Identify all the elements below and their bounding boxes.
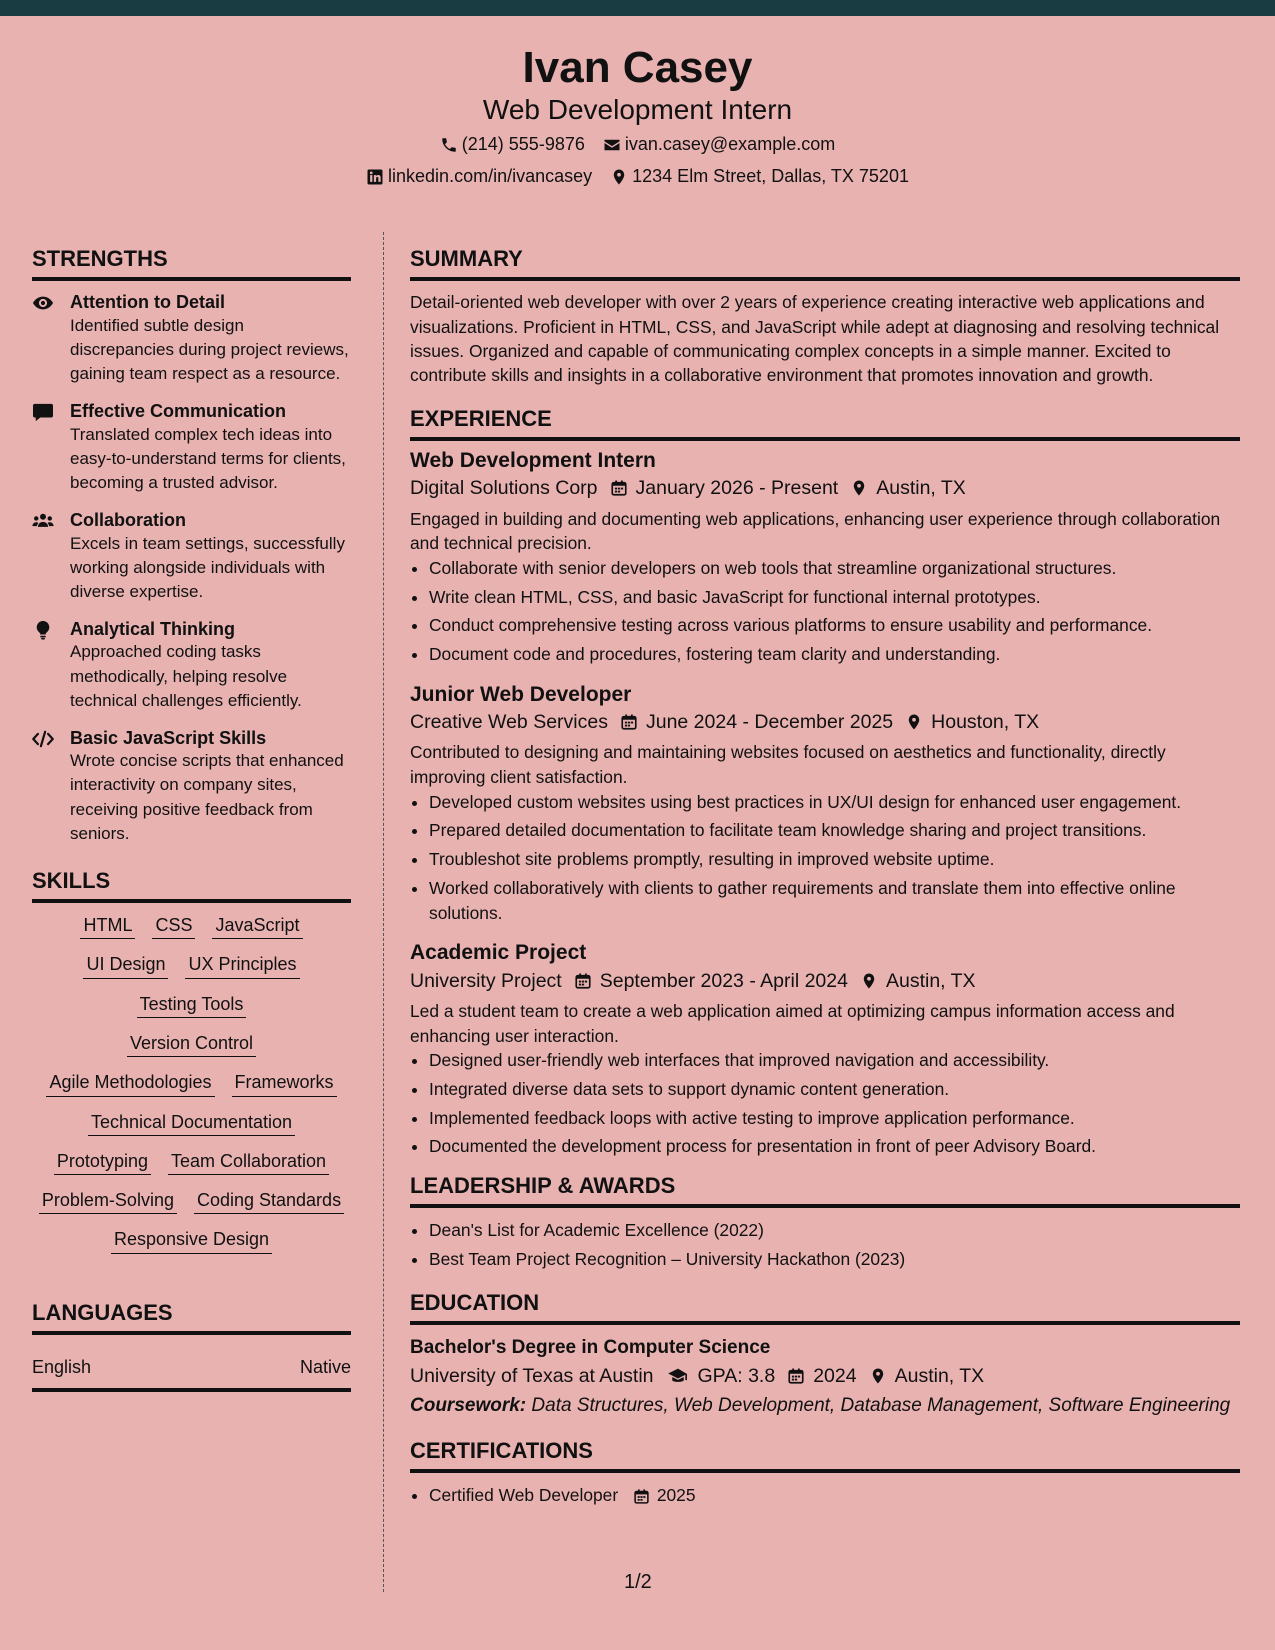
calendar-icon xyxy=(610,479,628,497)
email-text: ivan.casey@example.com xyxy=(624,134,836,154)
email-contact[interactable] xyxy=(603,134,835,156)
strength-title: Attention to Detail xyxy=(70,292,225,313)
skills-list xyxy=(32,913,351,1254)
column-divider xyxy=(383,232,384,1592)
certifications-list xyxy=(410,1483,1240,1508)
year-text: 2024 xyxy=(813,1364,857,1387)
linkedin-icon xyxy=(366,168,384,186)
candidate-title: Web Development Intern xyxy=(482,94,793,125)
dates-text: June 2024 - December 2025 xyxy=(645,711,894,734)
job-bullet: • Designed user-friendly web interfaces that improved navigation and accessibility. xyxy=(429,1048,1240,1073)
linkedin-contact[interactable] xyxy=(366,166,592,188)
job-entry xyxy=(410,939,1240,1159)
strengths-heading: STRENGTHS xyxy=(32,246,351,281)
strength-desc: Approached coding tasks methodically, helping resolve technical challenges efficiently. xyxy=(70,642,302,710)
eye-icon xyxy=(32,291,56,386)
summary-heading: SUMMARY xyxy=(410,246,1240,281)
address-text: 1234 Elm Street, Dallas, TX 75201 xyxy=(632,166,909,186)
envelope-icon xyxy=(603,136,621,154)
awards-list xyxy=(410,1218,1240,1271)
calendar-icon xyxy=(633,1488,650,1505)
calendar-icon xyxy=(787,1367,805,1385)
company-name: Creative Web Services xyxy=(410,711,608,734)
award-item: • Dean's List for Academic Excellence (2022) xyxy=(429,1218,1240,1243)
job-title: Web Development Intern xyxy=(410,449,656,473)
experience-heading: EXPERIENCE xyxy=(410,406,1240,441)
skill-tag: Agile Methodologies xyxy=(46,1070,214,1096)
skill-tag: Testing Tools xyxy=(137,992,247,1018)
awards-heading: LEADERSHIP & AWARDS xyxy=(410,1173,1240,1208)
strength-desc: Translated complex tech ideas into easy-to-understand terms for clients, becoming a trusted advisor. xyxy=(70,424,346,492)
gpa xyxy=(666,1362,776,1390)
skill-tag: Prototyping xyxy=(54,1149,151,1175)
calendar-icon xyxy=(620,713,638,731)
top-accent-bar xyxy=(0,0,1275,16)
job-dates xyxy=(610,474,839,502)
address-contact xyxy=(610,166,909,188)
graduation-cap-icon xyxy=(666,1367,690,1385)
job-meta xyxy=(410,967,1240,995)
award-item: • Best Team Project Recognition – University Hackathon (2023) xyxy=(429,1247,1240,1272)
location-text: Austin, TX xyxy=(885,969,976,992)
job-desc: Engaged in building and documenting web applications, enhancing user experience through collaboration and technical precision. xyxy=(410,508,1221,554)
skill-tag: Frameworks xyxy=(232,1070,337,1096)
job-bullet: • Integrated diverse data sets to support dynamic content generation. xyxy=(429,1077,1240,1102)
strength-desc: Identified subtle design discrepancies during project reviews, gaining team respect as a resource. xyxy=(70,315,349,384)
strength-item xyxy=(32,618,351,713)
resume-header xyxy=(0,16,1275,204)
comment-icon xyxy=(32,400,56,495)
skills-heading: SKILLS xyxy=(32,868,351,903)
job-bullet: • Collaborate with senior developers on web tools that streamline organizational structures. xyxy=(429,556,1240,581)
page-number: 1/2 xyxy=(624,1571,652,1593)
contact-row-1 xyxy=(0,134,1275,156)
gpa-text: GPA: 3.8 xyxy=(697,1364,776,1387)
location-text: Austin, TX xyxy=(876,477,966,500)
job-bullet: • Conduct comprehensive testing across various platforms to ensure usability and performance. xyxy=(429,613,1240,638)
strength-title: Basic JavaScript Skills xyxy=(70,727,267,748)
strength-item xyxy=(32,727,351,846)
graduation-year xyxy=(787,1362,856,1390)
strength-desc: Excels in team settings, successfully working alongside individuals with diverse expertise. xyxy=(70,533,345,601)
coursework-label: Coursework: xyxy=(410,1394,527,1416)
location-text: Austin, TX xyxy=(894,1364,985,1387)
strength-item xyxy=(32,509,351,604)
job-entry xyxy=(410,681,1240,925)
skill-tag: HTML xyxy=(80,913,135,939)
calendar-icon xyxy=(574,972,592,990)
language-level: Native xyxy=(299,1357,351,1378)
skill-tag: Technical Documentation xyxy=(88,1110,295,1136)
skill-tag: CSS xyxy=(152,913,195,939)
job-bullet: • Prepared detailed documentation to facilitate team knowledge sharing and project transitions. xyxy=(429,818,1240,843)
location-text: Houston, TX xyxy=(931,711,1040,734)
code-icon xyxy=(32,727,56,846)
lightbulb-icon xyxy=(32,618,56,713)
job-bullet: • Document code and procedures, fostering team clarity and understanding. xyxy=(429,642,1240,667)
right-column xyxy=(410,246,1240,1512)
school-name: University of Texas at Austin xyxy=(410,1364,654,1387)
skill-tag: Problem-Solving xyxy=(39,1188,177,1214)
phone-text: (214) 555-9876 xyxy=(461,134,585,154)
certification-item xyxy=(429,1483,1240,1508)
skill-tag: UX Principles xyxy=(185,952,299,978)
certifications-heading: CERTIFICATIONS xyxy=(410,1438,1240,1473)
dates-text: January 2026 - Present xyxy=(635,477,839,500)
job-bullet: • Write clean HTML, CSS, and basic JavaScript for functional internal prototypes. xyxy=(429,585,1240,610)
company-name: University Project xyxy=(410,969,562,992)
job-dates xyxy=(574,967,848,995)
job-title: Junior Web Developer xyxy=(410,682,632,706)
strength-item xyxy=(32,291,351,386)
map-pin-icon xyxy=(869,1367,887,1385)
language-row xyxy=(32,1345,351,1392)
certification-name: Certified Web Developer xyxy=(429,1484,619,1505)
phone-icon xyxy=(440,136,458,154)
skill-tag: Version Control xyxy=(127,1031,256,1057)
skill-tag: JavaScript xyxy=(212,913,302,939)
summary-text: Detail-oriented web developer with over 2 years of experience creating interactive web applications and visualizations. Proficient in HTML, CSS, and JavaScript while adept at diagnosing and resolving technical issues. Organized and capable of communicating complex concepts in a simple manner. Excited to contribute skills and insights in a collaborative environment that promotes innovation and growth. xyxy=(410,292,1220,386)
job-bullet: • Documented the development process for presentation in front of peer Advisory Board. xyxy=(429,1134,1240,1159)
skill-tag: Team Collaboration xyxy=(168,1149,329,1175)
candidate-name: Ivan Casey xyxy=(522,43,753,92)
job-bullet: • Developed custom websites using best practices in UX/UI design for enhanced user engagement. xyxy=(429,790,1240,815)
coursework xyxy=(410,1394,1240,1418)
degree-title: Bachelor's Degree in Computer Science xyxy=(410,1337,771,1359)
job-bullets xyxy=(410,1048,1240,1159)
strength-title: Collaboration xyxy=(70,510,186,531)
job-meta xyxy=(410,708,1240,736)
strength-title: Analytical Thinking xyxy=(70,618,236,639)
users-icon xyxy=(32,509,56,604)
skill-tag: UI Design xyxy=(83,952,168,978)
job-location xyxy=(850,474,966,502)
skill-tag: Responsive Design xyxy=(111,1227,272,1253)
strength-item xyxy=(32,400,351,495)
skill-tag: Coding Standards xyxy=(194,1188,344,1214)
certification-year: 2025 xyxy=(656,1484,696,1505)
map-pin-icon xyxy=(610,168,628,186)
dates-text: September 2023 - April 2024 xyxy=(599,969,848,992)
job-dates xyxy=(620,708,893,736)
job-bullet: • Worked collaboratively with clients to gather requirements and translate them into effective online solutions. xyxy=(429,876,1240,925)
job-bullets xyxy=(410,556,1240,667)
education-meta xyxy=(410,1362,1240,1390)
job-bullets xyxy=(410,790,1240,926)
job-title: Academic Project xyxy=(410,941,587,965)
job-entry xyxy=(410,447,1240,667)
job-bullet: • Implemented feedback loops with active testing to improve application performance. xyxy=(429,1106,1240,1131)
education-heading: EDUCATION xyxy=(410,1290,1240,1325)
map-pin-icon xyxy=(850,479,868,497)
job-desc: Contributed to designing and maintaining websites focused on aesthetics and functionality, directly improving client satisfaction. xyxy=(410,742,1166,788)
job-location xyxy=(860,967,976,995)
job-desc: Led a student team to create a web application aimed at optimizing campus information access and enhancing user interaction. xyxy=(410,1000,1175,1046)
map-pin-icon xyxy=(860,972,878,990)
strength-desc: Wrote concise scripts that enhanced interactivity on company sites, receiving positive feedback from seniors. xyxy=(70,751,344,843)
left-column xyxy=(32,246,351,1392)
language-name: English xyxy=(32,1357,92,1378)
strength-title: Effective Communication xyxy=(70,401,287,422)
contact-row-2 xyxy=(0,166,1275,188)
phone-contact[interactable] xyxy=(440,134,585,156)
job-bullet: • Troubleshot site problems promptly, resulting in improved website uptime. xyxy=(429,847,1240,872)
job-meta xyxy=(410,474,1240,502)
coursework-text: Data Structures, Web Development, Database Management, Software Engineering xyxy=(531,1394,1231,1416)
map-pin-icon xyxy=(905,713,923,731)
company-name: Digital Solutions Corp xyxy=(410,477,598,500)
education-location xyxy=(869,1362,985,1390)
linkedin-text: linkedin.com/in/ivancasey xyxy=(388,166,593,186)
job-location xyxy=(905,708,1039,736)
languages-heading: LANGUAGES xyxy=(32,1300,351,1335)
